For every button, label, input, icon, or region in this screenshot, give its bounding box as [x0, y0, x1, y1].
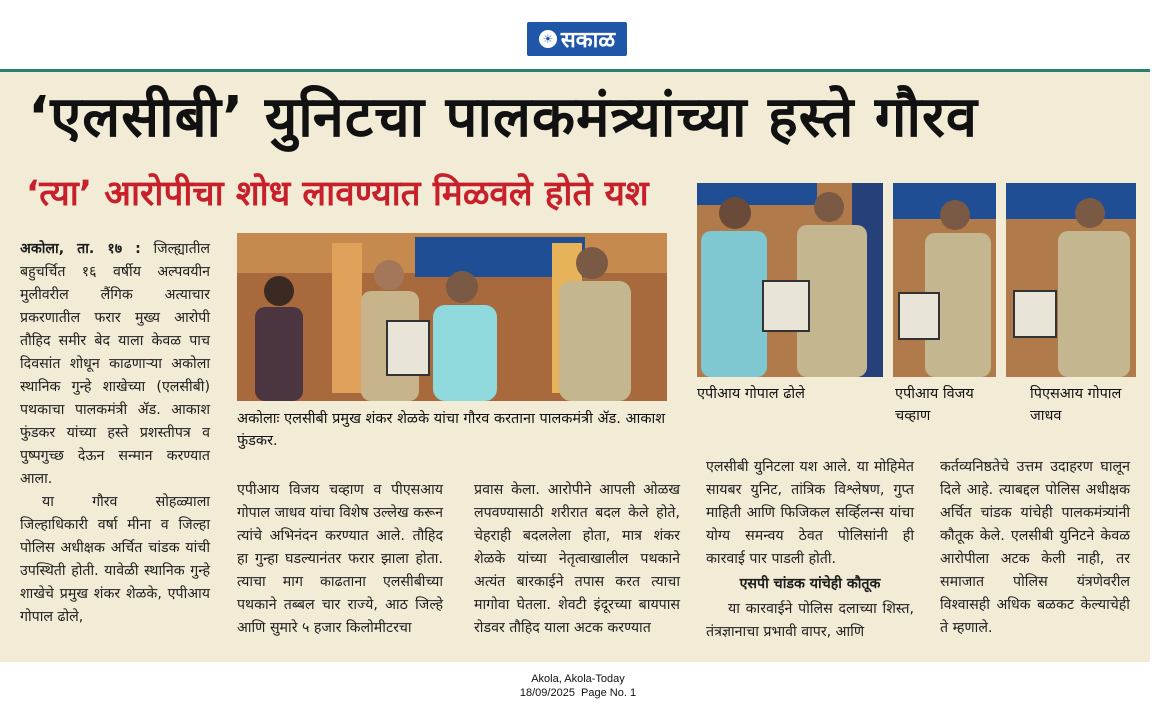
footer-date-page: 18/09/2025 Page No. 1 [519, 687, 637, 699]
article-column-1 [20, 238, 210, 629]
officer-vijay-chavhan-photo [893, 183, 996, 377]
article-column-5 [940, 456, 1130, 640]
officer-photo-3 [1006, 183, 1136, 377]
officer-gopal-dhole-photo [697, 183, 883, 377]
page-footer [0, 672, 1156, 700]
dateline: अकोला, ता. १७ : [20, 241, 141, 257]
headline: ‘एलसीबी’ युनिटचा पालकमंत्र्यांच्या हस्ते गौरव [28, 85, 979, 150]
article-column-2 [237, 479, 443, 640]
article-column-3 [474, 479, 680, 640]
officer-photo-2-caption: एपीआय विजय चव्हाण [895, 386, 974, 424]
footer-edition: Akola, Akola-Today [531, 673, 625, 685]
sakal-emblem-icon: ☀ [539, 30, 557, 48]
officer-photo-2 [893, 183, 996, 377]
officer-photo-1 [697, 183, 883, 377]
column-1-paragraph-2: या गौरव सोहळ्याला जिल्हाधिकारी वर्षा मीना व जिल्हा पोलिस अधीक्षक अर्चित चांडक यांची उपस्थिती होती. यावेळी स्थानिक गुन्हे शाखेचे प्रमुख शंकर शेळके, एपीआय गोपाल ढोले, [20, 494, 210, 625]
sakal-logo [527, 22, 627, 56]
article-column-4 [706, 456, 914, 644]
officer-photo-3-caption: पिएसआय गोपाल जाधव [1030, 386, 1122, 424]
column-4-paragraph-2: या कारवाईने पोलिस दलाच्या शिस्त, तंत्रज्ञानाचा प्रभावी वापर, आणि [706, 601, 914, 640]
main-photo-caption: अकोलाः एलसीबी प्रमुख शंकर शेळके यांचा गौरव करताना पालकमंत्री ॲड. आकाश फुंडकर. [237, 411, 666, 449]
officer-gopal-jadhav-photo [1006, 183, 1136, 377]
column-2-paragraph: एपीआय विजय चव्हाण व पीएसआय गोपाल जाधव यांचा विशेष उल्लेख करून त्यांचे अभिनंदन करण्यात आले. तौहिद हा गुन्हा घडल्यानंतर फरार झाला होता. त्याचा माग काढताना एलसीबीच्या पथकाने तब्बल चार राज्ये, आठ जिल्हे आणि सुमारे ५ हजार किलोमीटरचा [237, 482, 443, 636]
officer-photo-1-caption: एपीआय गोपाल ढोले [697, 386, 805, 402]
column-4-paragraph-1: एलसीबी युनिटला यश आले. या मोहिमेत सायबर युनिट, तांत्रिक विश्लेषण, गुप्त माहिती आणि फिजिकल सर्व्हिलन्स यांचा योग्य समन्वय ठेवत पोलिसांनी ही कारवाई पार पाडली होती. [706, 459, 914, 567]
column-1-paragraph-1: जिल्ह्यातील बहुचर्चित १६ वर्षीय अल्पवयीन मुलीवरील लैंगिक अत्याचार प्रकरणातील फरार मुख्य आरोपी तौहिद समीर बेद याला केवळ पाच दिवसांत शोधून काढणाऱ्या अकोला स्थानिक गुन्हे शाखेच्या (एलसीबी) पथकाचा पालकमंत्री ॲड. आकाश फुंडकर यांच्या हस्ते प्रशस्तीपत्र व पुष्पगुच्छ देऊन सन्मान करण्यात आला. [20, 241, 210, 487]
masthead [0, 0, 1156, 70]
column-3-paragraph: प्रवास केला. आरोपीने आपली ओळख लपवण्यासाठी शरीरात बदल केले होते, चेहराही बदललेला होता, मात्र शंकर शेळके यांच्या नेतृत्वाखालील पथकाने अत्यंत बारकाईने तपास करत त्याचा मागोवा घेतला. शेवटी इंदूरच्या बायपास रोडवर तौहिद याला अटक करण्यात [474, 482, 680, 636]
column-5-paragraph: कर्तव्यनिष्ठतेचे उत्तम उदाहरण घालून दिले आहे. त्याबद्दल पोलिस अधीक्षक अर्चित चांडक यांचेही पालकमंत्र्यांनी कौतूक केले. एलसीबी युनिटने केवळ आरोपीला अटक केली नाही, तर समाजात पोलिस यंत्रणेवरील विश्वासही अधिक बळकट केल्याचेही ते म्हणाले. [940, 459, 1130, 636]
award-ceremony-photo [237, 233, 667, 401]
logo-text: सकाळ [560, 28, 616, 53]
main-photo [237, 233, 667, 401]
column-4-subtitle: एसपी चांडक यांचेही कौतूक [739, 576, 881, 592]
subheadline: ‘त्या’ आरोपीचा शोध लावण्यात मिळवले होते यश [26, 174, 649, 214]
